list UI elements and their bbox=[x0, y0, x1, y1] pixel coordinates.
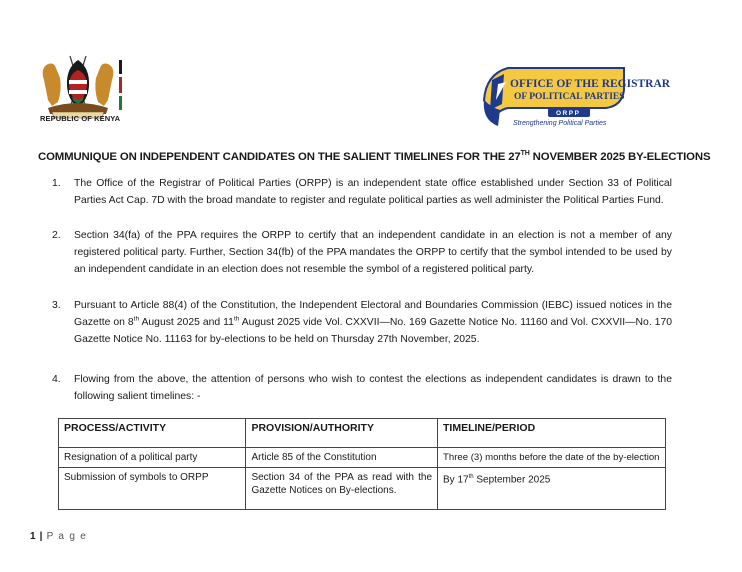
header-provision: PROVISION/AUTHORITY bbox=[246, 419, 438, 448]
orpp-acronym: ORPP bbox=[556, 110, 581, 117]
kenya-flag-bars-icon bbox=[118, 60, 124, 116]
table-row bbox=[59, 448, 666, 468]
cell-timeline: Three (3) months before the date of the by-election bbox=[438, 448, 666, 468]
paragraph-text: Flowing from the above, the attention of persons who wish to contest the elections as independent candidates is drawn to the following salient timelines: - bbox=[74, 374, 672, 402]
page-word: P a g e bbox=[46, 531, 88, 542]
table-header-row bbox=[59, 419, 666, 448]
paragraph-number: 1. bbox=[52, 178, 61, 189]
paragraph-number: 3. bbox=[52, 300, 61, 311]
communique-heading: COMMUNIQUE ON INDEPENDENT CANDIDATES ON THE SALIENT TIMELINES FOR THE 27TH NOVEMBER 2025 BY-ELECTIONS bbox=[38, 150, 711, 163]
page-footer bbox=[30, 531, 87, 542]
orpp-title-line2: OF POLITICAL PARTIES bbox=[514, 92, 625, 102]
header-process: PROCESS/ACTIVITY bbox=[59, 419, 246, 448]
cell-process: Resignation of a political party bbox=[59, 448, 246, 468]
page-separator: | bbox=[39, 531, 43, 542]
republic-of-kenya-caption: REPUBLIC OF KENYA bbox=[40, 114, 121, 123]
paragraph-4 bbox=[52, 372, 672, 406]
paragraph-number: 2. bbox=[52, 230, 61, 241]
paragraph-text: The Office of the Registrar of Political Parties (ORPP) is an independent state office established under Section 33 of Political Parties Act Cap. 7D with the broad mandate to register and regulate political parties as well administer the Political Parties Fund. bbox=[74, 178, 672, 206]
paragraph-number: 4. bbox=[52, 374, 61, 385]
orpp-tagline: Strengthening Political Parties bbox=[513, 120, 607, 127]
cell-provision: Section 34 of the PPA as read with the Gazette Notices on By-elections. bbox=[246, 468, 438, 510]
header-timeline: TIMELINE/PERIOD bbox=[438, 419, 666, 448]
timelines-table bbox=[58, 418, 666, 510]
cell-provision: Article 85 of the Constitution bbox=[246, 448, 438, 468]
paragraph-3 bbox=[52, 298, 672, 348]
orpp-title-line1: OFFICE OF THE REGISTRAR bbox=[510, 78, 671, 90]
paragraph-text: Section 34(fa) of the PPA requires the ORPP to certify that an independent candidate in an election is not a member of any registered political party. Further, Section 34(fb) of the PPA mandates the ORPP to certify that the symbol intended to be used by an independent candidate in an election does not resemble the symbol of a registered political party. bbox=[74, 230, 672, 275]
paragraph-1 bbox=[52, 176, 672, 210]
paragraph-2 bbox=[52, 228, 672, 278]
cell-timeline: By 17th September 2025 bbox=[438, 468, 666, 510]
page-number: 1 bbox=[30, 531, 36, 542]
cell-process: Submission of symbols to ORPP bbox=[59, 468, 246, 510]
table-row bbox=[59, 468, 666, 510]
paragraph-text: Pursuant to Article 88(4) of the Constitution, the Independent Electoral and Boundaries Commission (IEBC) issued notices in the Gazette on 8th August 2025 and 11th August 2025 vide Vol. CXXVII—No. 169 Gazette Notice No. 11160 and Vol. CXXVII—No. 170 Gazette Notice No. 11163 for by-elections to be held on Thursday 27th November, 2025. bbox=[74, 300, 673, 345]
kenya-coat-of-arms-icon bbox=[38, 50, 121, 123]
